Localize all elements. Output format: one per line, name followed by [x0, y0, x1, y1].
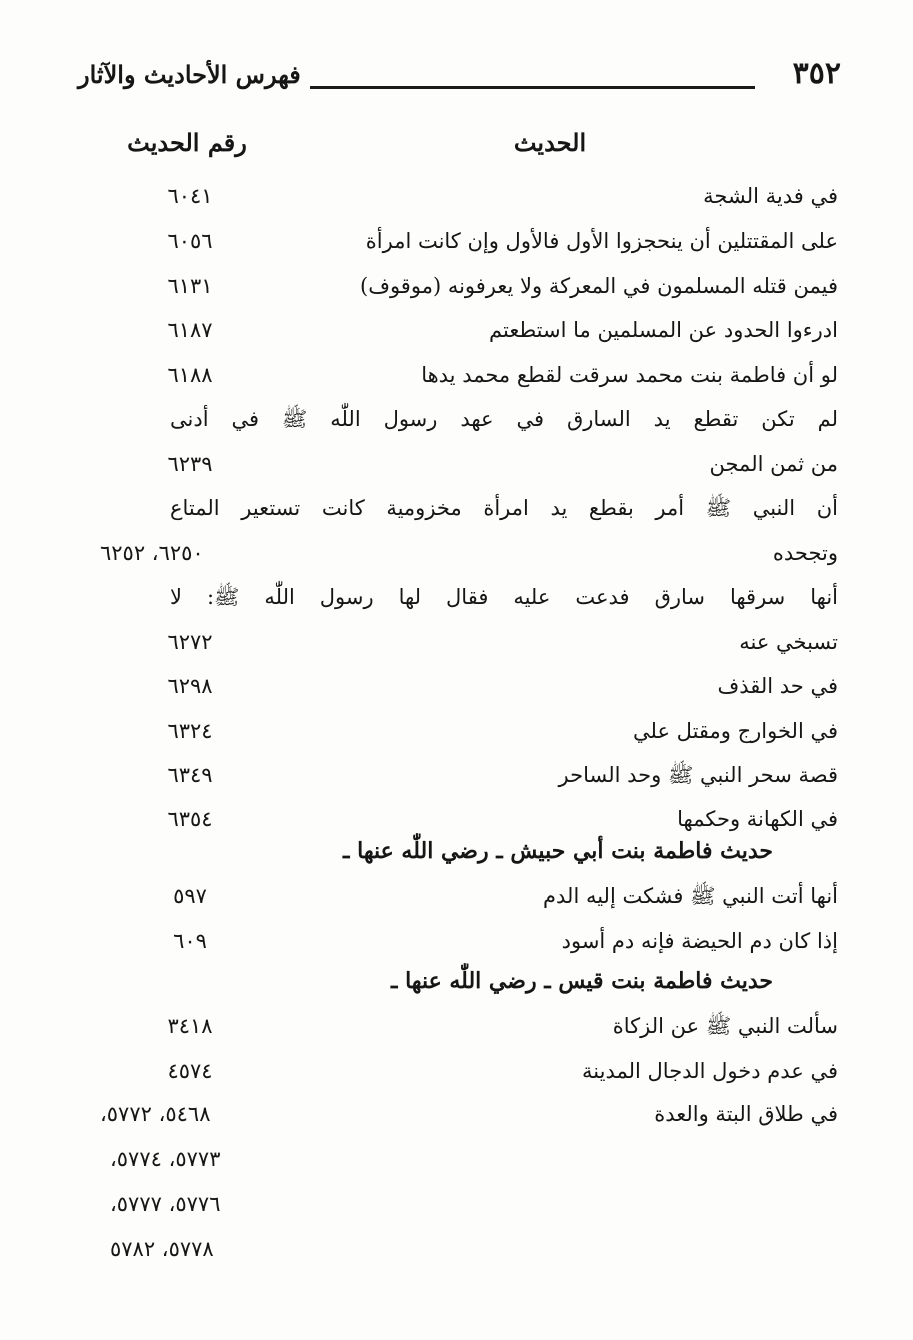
table-row — [110, 220, 838, 264]
hadith-text: تسبخي عنه — [739, 630, 838, 654]
table-row — [110, 710, 838, 754]
hadith-number: ٤٥٧٤ — [167, 1059, 213, 1083]
hadith-text: قصة سحر النبي ﷺ وحد الساحر — [558, 763, 838, 787]
hadith-text: لم تكن تقطع يد السارق في عهد رسول اللّٰه ﷺ في أدنى — [170, 407, 838, 431]
table-row — [100, 532, 838, 576]
hadith-text: في فدية الشجة — [703, 184, 838, 208]
table-row — [110, 443, 838, 487]
table-row — [110, 621, 838, 665]
hadith-number: ٥٩٧ — [173, 884, 207, 908]
table-row — [110, 754, 838, 798]
hadith-text: من ثمن المجن — [709, 452, 838, 476]
table-row — [170, 576, 838, 620]
section-title: حديث فاطمة بنت قيس ـ رضي اللّٰه عنها ـ — [391, 968, 773, 994]
table-row — [110, 354, 838, 398]
hadith-text: لو أن فاطمة بنت محمد سرقت لقطع محمد يدها — [421, 363, 838, 387]
hadith-text: فيمن قتله المسلمون في المعركة ولا يعرفونه (موقوف) — [360, 274, 838, 298]
header-rule — [310, 86, 755, 89]
hadith-number: ٦٢٩٨ — [167, 674, 213, 698]
hadith-number: ٦٣٥٤ — [167, 807, 213, 831]
hadith-text: في طلاق البتة والعدة — [654, 1102, 838, 1126]
column-header-number: رقم الحديث — [127, 128, 247, 157]
column-header-hadith: الحديث — [513, 128, 587, 157]
hadith-text: ادرءوا الحدود عن المسلمين ما استطعتم — [489, 318, 838, 342]
hadith-text: إذا كان دم الحيضة فإنه دم أسود — [561, 929, 838, 953]
hadith-text: سألت النبي ﷺ عن الزكاة — [612, 1014, 838, 1038]
hadith-number: ٦٠٩ — [173, 929, 207, 953]
hadith-text: في الكهانة وحكمها — [677, 807, 838, 831]
table-row — [170, 398, 838, 442]
hadith-text: في الخوارج ومقتل علي — [633, 719, 838, 743]
hadith-number: ٦٢٥٠، ٦٢٥٢ — [100, 541, 204, 565]
hadith-number-continued: ٥٧٧٨، ٥٧٨٢ — [110, 1237, 214, 1261]
hadith-number: ٣٤١٨ — [167, 1014, 213, 1038]
table-row — [110, 309, 838, 353]
table-row — [170, 487, 838, 531]
hadith-number: ٦٣٤٩ — [167, 763, 213, 787]
hadith-text: في عدم دخول الدجال المدينة — [582, 1059, 838, 1083]
page-number: ٣٥٢ — [792, 56, 841, 91]
hadith-number: ٦٠٥٦ — [167, 229, 213, 253]
hadith-number: ٥٤٦٨، ٥٧٧٢، — [100, 1102, 211, 1126]
hadith-number: ٦٢٣٩ — [167, 452, 213, 476]
section-title: حديث فاطمة بنت أبي حبيش ـ رضي اللّٰه عنها ـ — [343, 838, 773, 864]
hadith-number: ٦١٣١ — [167, 274, 213, 298]
hadith-number: ٦٣٢٤ — [167, 719, 213, 743]
table-row — [110, 665, 838, 709]
hadith-number: ٦١٨٧ — [167, 318, 213, 342]
table-row — [110, 1050, 838, 1094]
table-row — [100, 1093, 838, 1137]
table-row — [110, 920, 838, 964]
hadith-text: أنها أتت النبي ﷺ فشكت إليه الدم — [543, 884, 838, 908]
table-row — [110, 175, 838, 219]
hadith-text: وتجحده — [772, 541, 838, 565]
hadith-number-continued: ٥٧٧٦، ٥٧٧٧، — [110, 1192, 221, 1216]
hadith-number: ٦٢٧٢ — [167, 630, 213, 654]
page-header — [78, 56, 841, 102]
table-row — [110, 265, 838, 309]
hadith-text: في حد القذف — [717, 674, 838, 698]
hadith-number-continued: ٥٧٧٣، ٥٧٧٤، — [110, 1147, 221, 1171]
hadith-text: أن النبي ﷺ أمر بقطع يد امرأة مخزومية كانت تستعير المتاع — [170, 496, 838, 520]
hadith-number: ٦٠٤١ — [167, 184, 213, 208]
hadith-text: أنها سرقها سارق فدعت عليه فقال لها رسول اللّٰه ﷺ: لا — [170, 585, 838, 609]
table-row — [110, 1005, 838, 1049]
table-row — [110, 875, 838, 919]
hadith-number: ٦١٨٨ — [167, 363, 213, 387]
hadith-text: على المقتتلين أن ينحجزوا الأول فالأول وإن كانت امرأة — [365, 229, 838, 253]
running-title: فهرس الأحاديث والآثار — [78, 60, 301, 89]
